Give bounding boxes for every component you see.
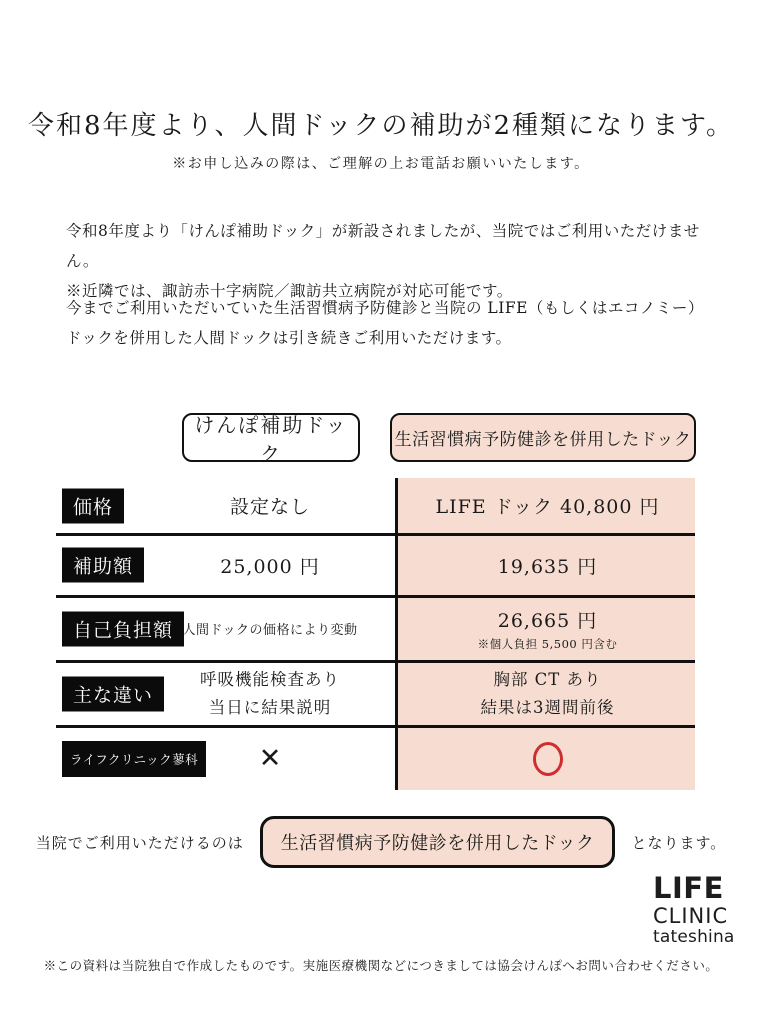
conclusion-highlight-box: 生活習慣病予防健診を併用したドック [260,816,616,868]
conclusion-suffix: となります。 [631,833,727,852]
logo-tateshina-text: tateshina [653,927,735,947]
cell-price-life: LIFE ドック 40,800 円 [435,496,660,518]
footer-note: ※この資料は当院独自で作成したものです。実施医療機関などにつきましては協会けんぽへお問い合わせください。 [43,958,719,973]
cell-differences-kenpo: 呼吸機能検査あり 当日に結果説明 [200,669,340,717]
clinic-logo [653,871,753,947]
row-label-differences: 主な違い [62,676,164,711]
page-subtitle: ※お申し込みの際は、ご理解の上お電話お願いいたします。 [172,156,590,172]
cell-availability-life [397,727,698,790]
conclusion-prefix: 当院でご利用いただけるのは [35,833,244,852]
column-header-kenpo-dock: けんぽ補助ドック [182,413,360,462]
table-row-price [56,478,698,533]
table-row-subsidy [56,535,698,595]
row-label-self-pay: 自己負担額 [62,611,184,646]
table-row-self-pay [56,597,698,660]
intro-paragraph-2: 今までご利用いただいていた生活習慣病予防健診と当院の LIFE（もしくはエコノミー）ドックを併用した人間ドックは引き続きご利用いただけます。 [66,299,704,347]
cell-price-kenpo: 設定なし [229,496,310,518]
row-label-subsidy: 補助額 [62,548,144,583]
column-header-lifestyle-dock: 生活習慣病予防健診を併用したドック [390,413,696,462]
logo-clinic-text: CLINIC [653,904,729,928]
cell-subsidy-kenpo: 25,000 円 [220,555,320,578]
circle-mark-icon [533,742,563,776]
self-pay-note: ※個人負担 5,500 円含む [477,636,618,651]
cell-self-pay-life: 26,665 円 ※個人負担 5,500 円含む [477,609,618,651]
x-mark-icon: ✕ [258,743,282,774]
cell-availability-kenpo [140,727,400,790]
intro-p1-line2: ※近隣では、諏訪赤十字病院／諏訪共立病院が対応可能です。 [66,282,513,300]
cell-subsidy-life: 19,635 円 [497,555,598,578]
cell-self-pay-kenpo: 人間ドックの価格により変動 [182,623,358,638]
conclusion-line [0,816,762,868]
table-row-differences [56,662,698,725]
table-row-clinic-availability [56,727,698,790]
intro-p1-line1: 令和8年度より「けんぽ補助ドック」が新設されましたが、当院ではご利用いただけません。 [66,222,700,270]
cell-differences-life: 胸部 CT あり 結果は3週間前後 [480,669,615,717]
row-label-clinic: ライフクリニック蓼科 [62,741,206,777]
row-label-price: 価格 [62,488,124,523]
logo-life-text: LIFE [653,871,724,905]
page-title: 令和8年度より、人間ドックの補助が2種類になります。 [28,111,734,142]
